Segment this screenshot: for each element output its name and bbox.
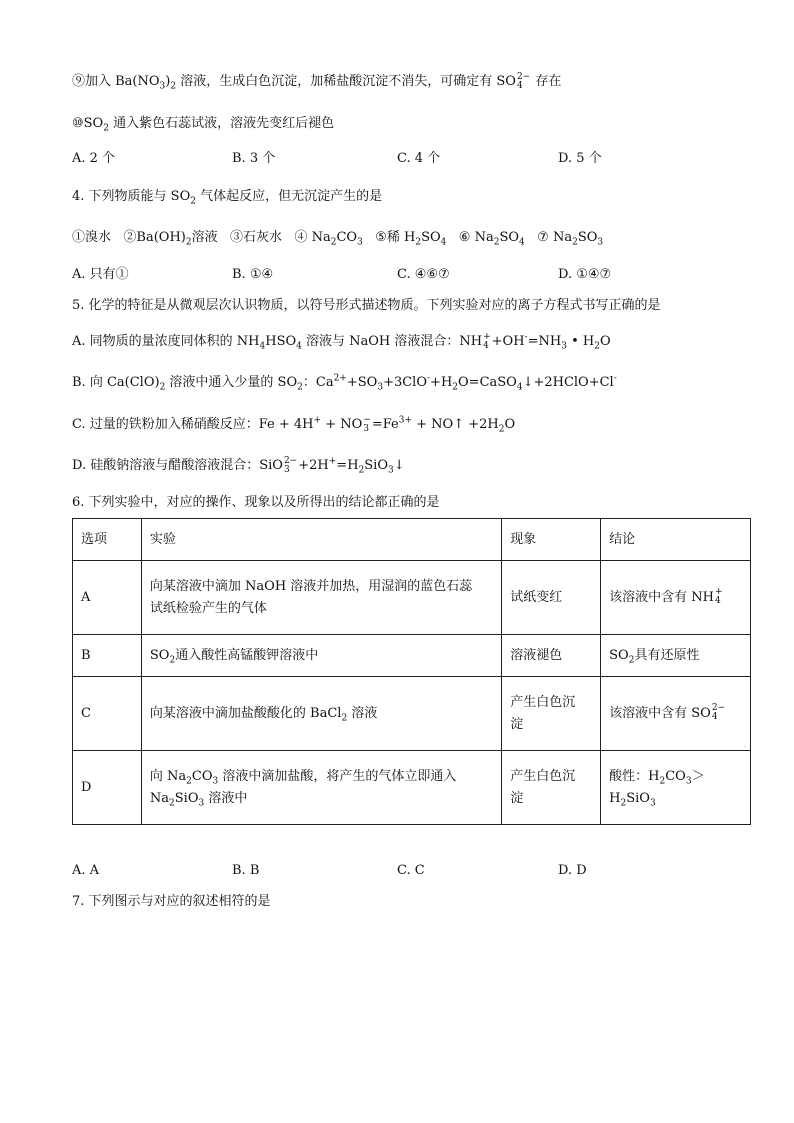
question-4-substances [72, 228, 603, 248]
option-c[interactable]: C. 4 个 [397, 151, 441, 166]
statement-9-text: 溶液，生成白色沉淀，加稀盐酸沉淀不消失，可确定有 SO [176, 74, 516, 89]
statement-9-text: ) [165, 74, 171, 89]
cell-option: C [73, 677, 142, 751]
q3-options [72, 149, 732, 169]
substance-3: ③石灰水 [230, 230, 283, 245]
table-row [73, 677, 751, 751]
cell-conclusion: 酸性：$H_2CO_3>$ $H_2SiO_3$ [601, 751, 751, 825]
question-7-stem: 7. 下列图示与对应的叙述相符的是 [72, 894, 271, 909]
statement-9 [72, 72, 561, 92]
q6-options [72, 861, 732, 881]
option-b[interactable]: B. 3 个 [232, 151, 276, 166]
substance-4: ④ $Na_2CO_3$ [294, 230, 363, 248]
cell-experiment: 向某溶液中滴加 NaOH 溶液并加热，用湿润的蓝色石蕊 试纸检验产生的气体 [141, 561, 501, 635]
cell-phenomenon: 溶液褪色 [502, 635, 601, 677]
substance-5: ⑤稀 $H_2SO_4$ [375, 230, 447, 248]
table-row [73, 561, 751, 635]
substance-6: ⑥ $Na_2SO_4$ [458, 230, 525, 248]
substance-2: $②Ba(OH)_2$溶液 [123, 230, 218, 248]
cell-conclusion: 该溶液中含有 SO 2− 4 [601, 677, 751, 751]
cell-experiment: 向某溶液中滴加盐酸酸化的 BaCl$_2$ 溶液 [141, 677, 501, 751]
cell-option: D [73, 751, 142, 825]
question-5-stem: 5. 化学的特征是从微观层次认识物质，以符号形式描述物质。下列实验对应的离子方程式书写正确的是 [72, 298, 661, 313]
statement-9-text: ⑨加入 Ba(NO [72, 74, 160, 89]
option-a[interactable]: A. 只有① [72, 267, 129, 282]
subscript: 3 [159, 81, 166, 92]
cell-conclusion: $SO_2$具有还原性 [601, 635, 751, 677]
subscript: 2 [103, 123, 109, 134]
q4-options [72, 265, 732, 285]
option-b[interactable]: B. B [232, 863, 260, 878]
ion-charge: 2− 4 [516, 71, 531, 91]
header-conclusion: 结论 [601, 519, 751, 561]
option-c[interactable]: C. C [397, 863, 425, 878]
header-experiment: 实验 [141, 519, 501, 561]
option-a[interactable]: A. A [72, 863, 100, 878]
question-text: 4. 下列物质能与 SO [72, 189, 191, 204]
q5-option-c[interactable]: C. 过量的铁粉加入稀硝酸反应：Fe + 4H+ + NO − 3 $=Fe^{3+}$ + NO↑ $+2H_2O$ [72, 414, 516, 435]
cell-experiment: 向 $Na_2CO_3$ 溶液中滴加盐酸，将产生的气体立即通入 $Na_2SiO_3$ 溶液中 [141, 751, 501, 825]
experiment-table [72, 518, 751, 825]
table-row [73, 635, 751, 677]
q5-option-b[interactable]: B. 向 $Ca(ClO)_2$ 溶液中通入少量的 $SO_2$：$Ca^{2+}+SO_3+3ClO^-+H_2O=CaSO_4↓+2HClO+Cl^-$ [72, 373, 617, 393]
statement-10-text: 通入紫色石蕊试液，溶液先变红后褪色 [108, 116, 335, 131]
cell-phenomenon: 产生白色沉 淀 [502, 751, 601, 825]
cell-experiment: $SO_2$通入酸性高锰酸钾溶液中 [141, 635, 501, 677]
table-row [73, 751, 751, 825]
cell-conclusion: 该溶液中含有 NH + 4 [601, 561, 751, 635]
substance-1: ①溴水 [72, 230, 112, 245]
subscript: 2 [170, 81, 177, 92]
cell-option: A [73, 561, 142, 635]
option-c[interactable]: C. ④⑥⑦ [397, 267, 450, 282]
statement-9-text: 存在 [531, 74, 562, 89]
option-b[interactable]: B. ①④ [232, 267, 274, 282]
option-a[interactable]: A. 2 个 [72, 151, 116, 166]
header-option: 选项 [73, 519, 142, 561]
header-phenomenon: 现象 [502, 519, 601, 561]
substance-7: ⑦ $Na_2SO_3$ [537, 230, 604, 248]
q5-option-a[interactable]: A. 同物质的量浓度同体积的 $NH_4HSO_4$ 溶液与 NaOH 溶液混合：NH + 4 $+OH^-=NH_3$ • $H_2O$ [72, 331, 611, 352]
q5-option-d[interactable]: D. 硅酸钠溶液与醋酸溶液混合：SiO 2− 3 $+2H^+=H_2SiO_3↓$ [72, 455, 405, 476]
question-6-stem: 6. 下列实验中，对应的操作、现象以及所得出的结论都正确的是 [72, 495, 440, 510]
statement-10-text: ⑩SO [72, 116, 104, 131]
subscript: 2 [190, 196, 196, 207]
question-4-stem [72, 187, 382, 207]
cell-phenomenon: 试纸变红 [502, 561, 601, 635]
question-text: 气体起反应，但无沉淀产生的是 [195, 189, 383, 204]
table-header-row [73, 519, 751, 561]
statement-10 [72, 114, 334, 134]
option-d[interactable]: D. 5 个 [558, 151, 602, 166]
cell-phenomenon: 产生白色沉 淀 [502, 677, 601, 751]
option-d[interactable]: D. D [558, 863, 587, 878]
option-d[interactable]: D. ①④⑦ [558, 267, 612, 282]
cell-option: B [73, 635, 142, 677]
